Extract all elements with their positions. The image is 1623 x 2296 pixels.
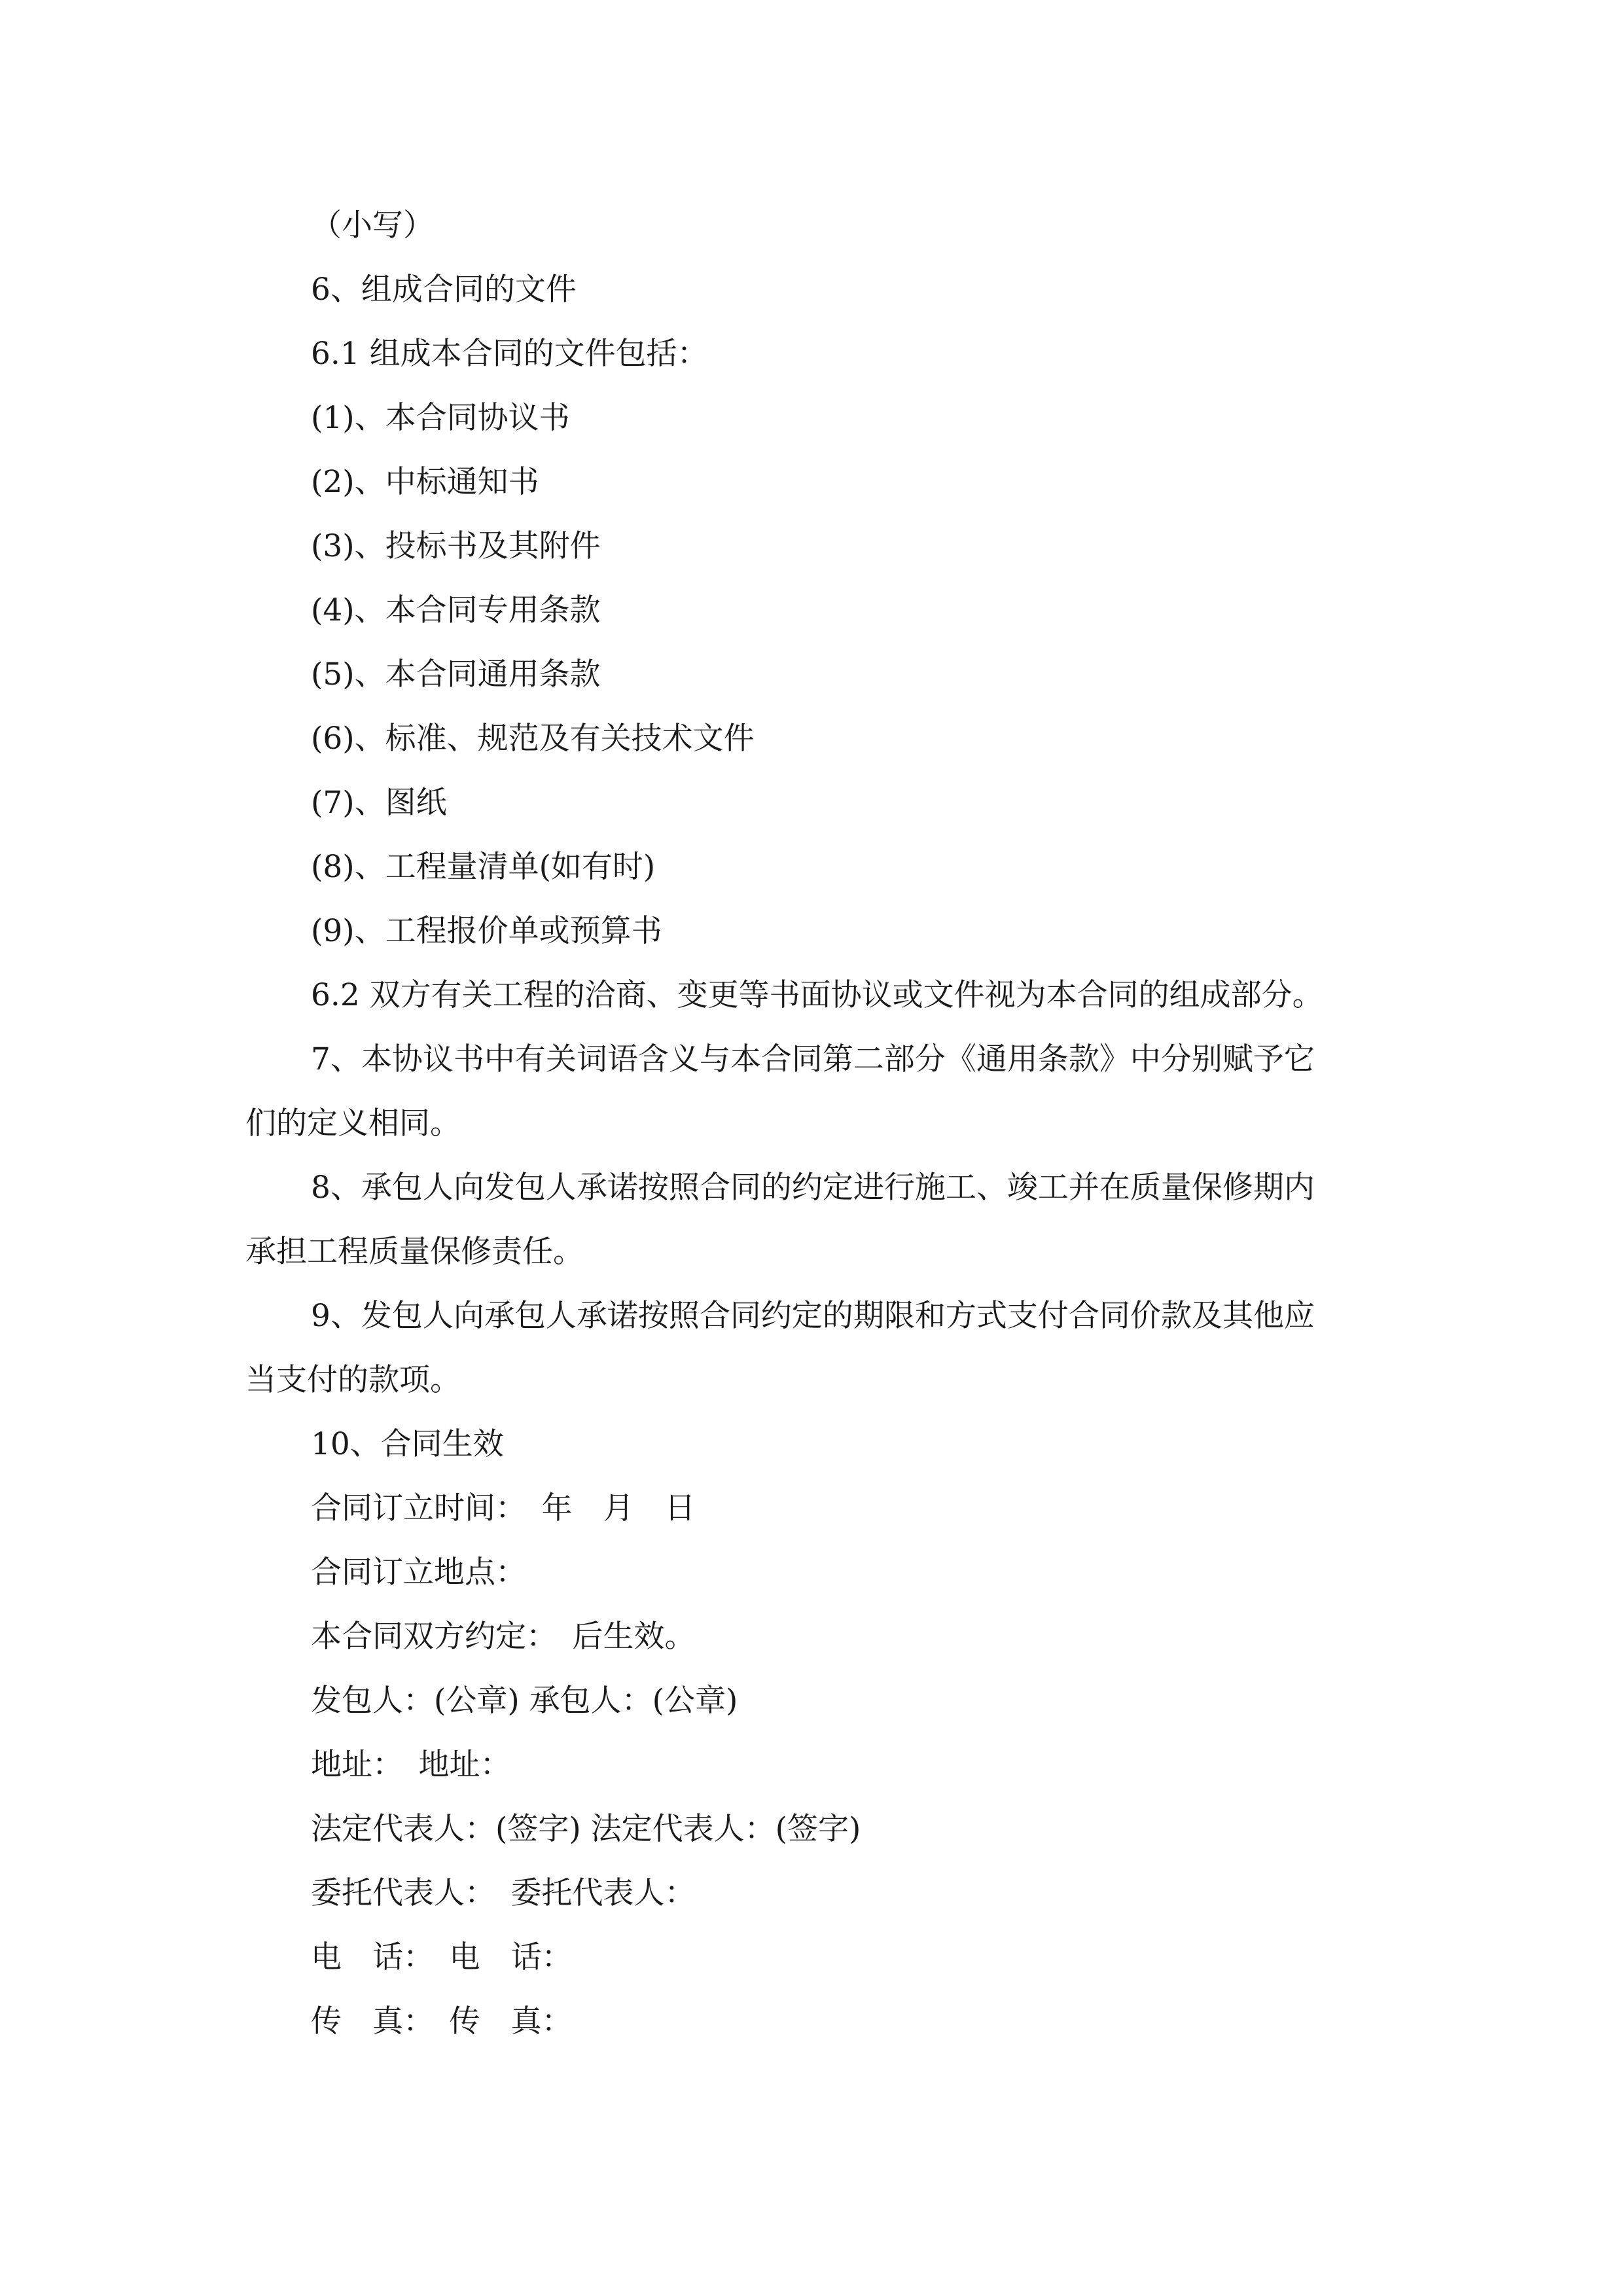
telephone: 电 话： 电 话： [311, 1939, 573, 1975]
amount-lowercase-note: （小写） [311, 207, 434, 243]
clause-8-continued: 承担工程质量保修责任。 [245, 1234, 584, 1270]
list-item: (7)、图纸 [311, 785, 447, 821]
clause-8: 8、承包人向发包人承诺按照合同的约定进行施工、竣工并在质量保修期内 [311, 1170, 1315, 1206]
list-item: (8)、工程量清单(如有时) [311, 849, 656, 885]
signing-place: 合同订立地点： [311, 1554, 526, 1590]
authorized-representative: 委托代表人： 委托代表人： [311, 1875, 696, 1911]
clause-9-continued: 当支付的款项。 [245, 1362, 461, 1398]
list-item: (2)、中标通知书 [311, 464, 539, 500]
party-seals: 发包人：(公章) 承包人：(公章) [311, 1683, 738, 1719]
legal-representative: 法定代表人：(签字) 法定代表人：(签字) [311, 1811, 861, 1847]
fax: 传 真： 传 真： [311, 2003, 573, 2039]
list-item: (6)、标准、规范及有关技术文件 [311, 721, 755, 757]
clause-6-1: 6.1 组成本合同的文件包括： [311, 336, 708, 372]
list-item: (4)、本合同专用条款 [311, 592, 601, 628]
party-address: 地址： 地址： [311, 1747, 511, 1783]
section-heading-6: 6、组成合同的文件 [311, 272, 577, 308]
clause-7-continued: 们的定义相同。 [245, 1105, 461, 1141]
clause-7: 7、本协议书中有关词语含义与本合同第二部分《通用条款》中分别赋予它 [311, 1041, 1315, 1077]
document-body [245, 194, 1397, 2054]
list-item: (3)、投标书及其附件 [311, 528, 601, 564]
clause-9: 9、发包人向承包人承诺按照合同约定的期限和方式支付合同价款及其他应 [311, 1298, 1315, 1334]
clause-6-2: 6.2 双方有关工程的洽商、变更等书面协议或文件视为本合同的组成部分。 [311, 977, 1323, 1013]
signing-date: 合同订立时间： 年 月 日 [311, 1490, 696, 1526]
list-item: (9)、工程报价单或预算书 [311, 913, 662, 949]
effective-condition: 本合同双方约定： 后生效。 [311, 1619, 696, 1655]
list-item: (5)、本合同通用条款 [311, 656, 601, 692]
section-heading-10: 10、合同生效 [311, 1426, 504, 1462]
list-item: (1)、本合同协议书 [311, 400, 570, 436]
